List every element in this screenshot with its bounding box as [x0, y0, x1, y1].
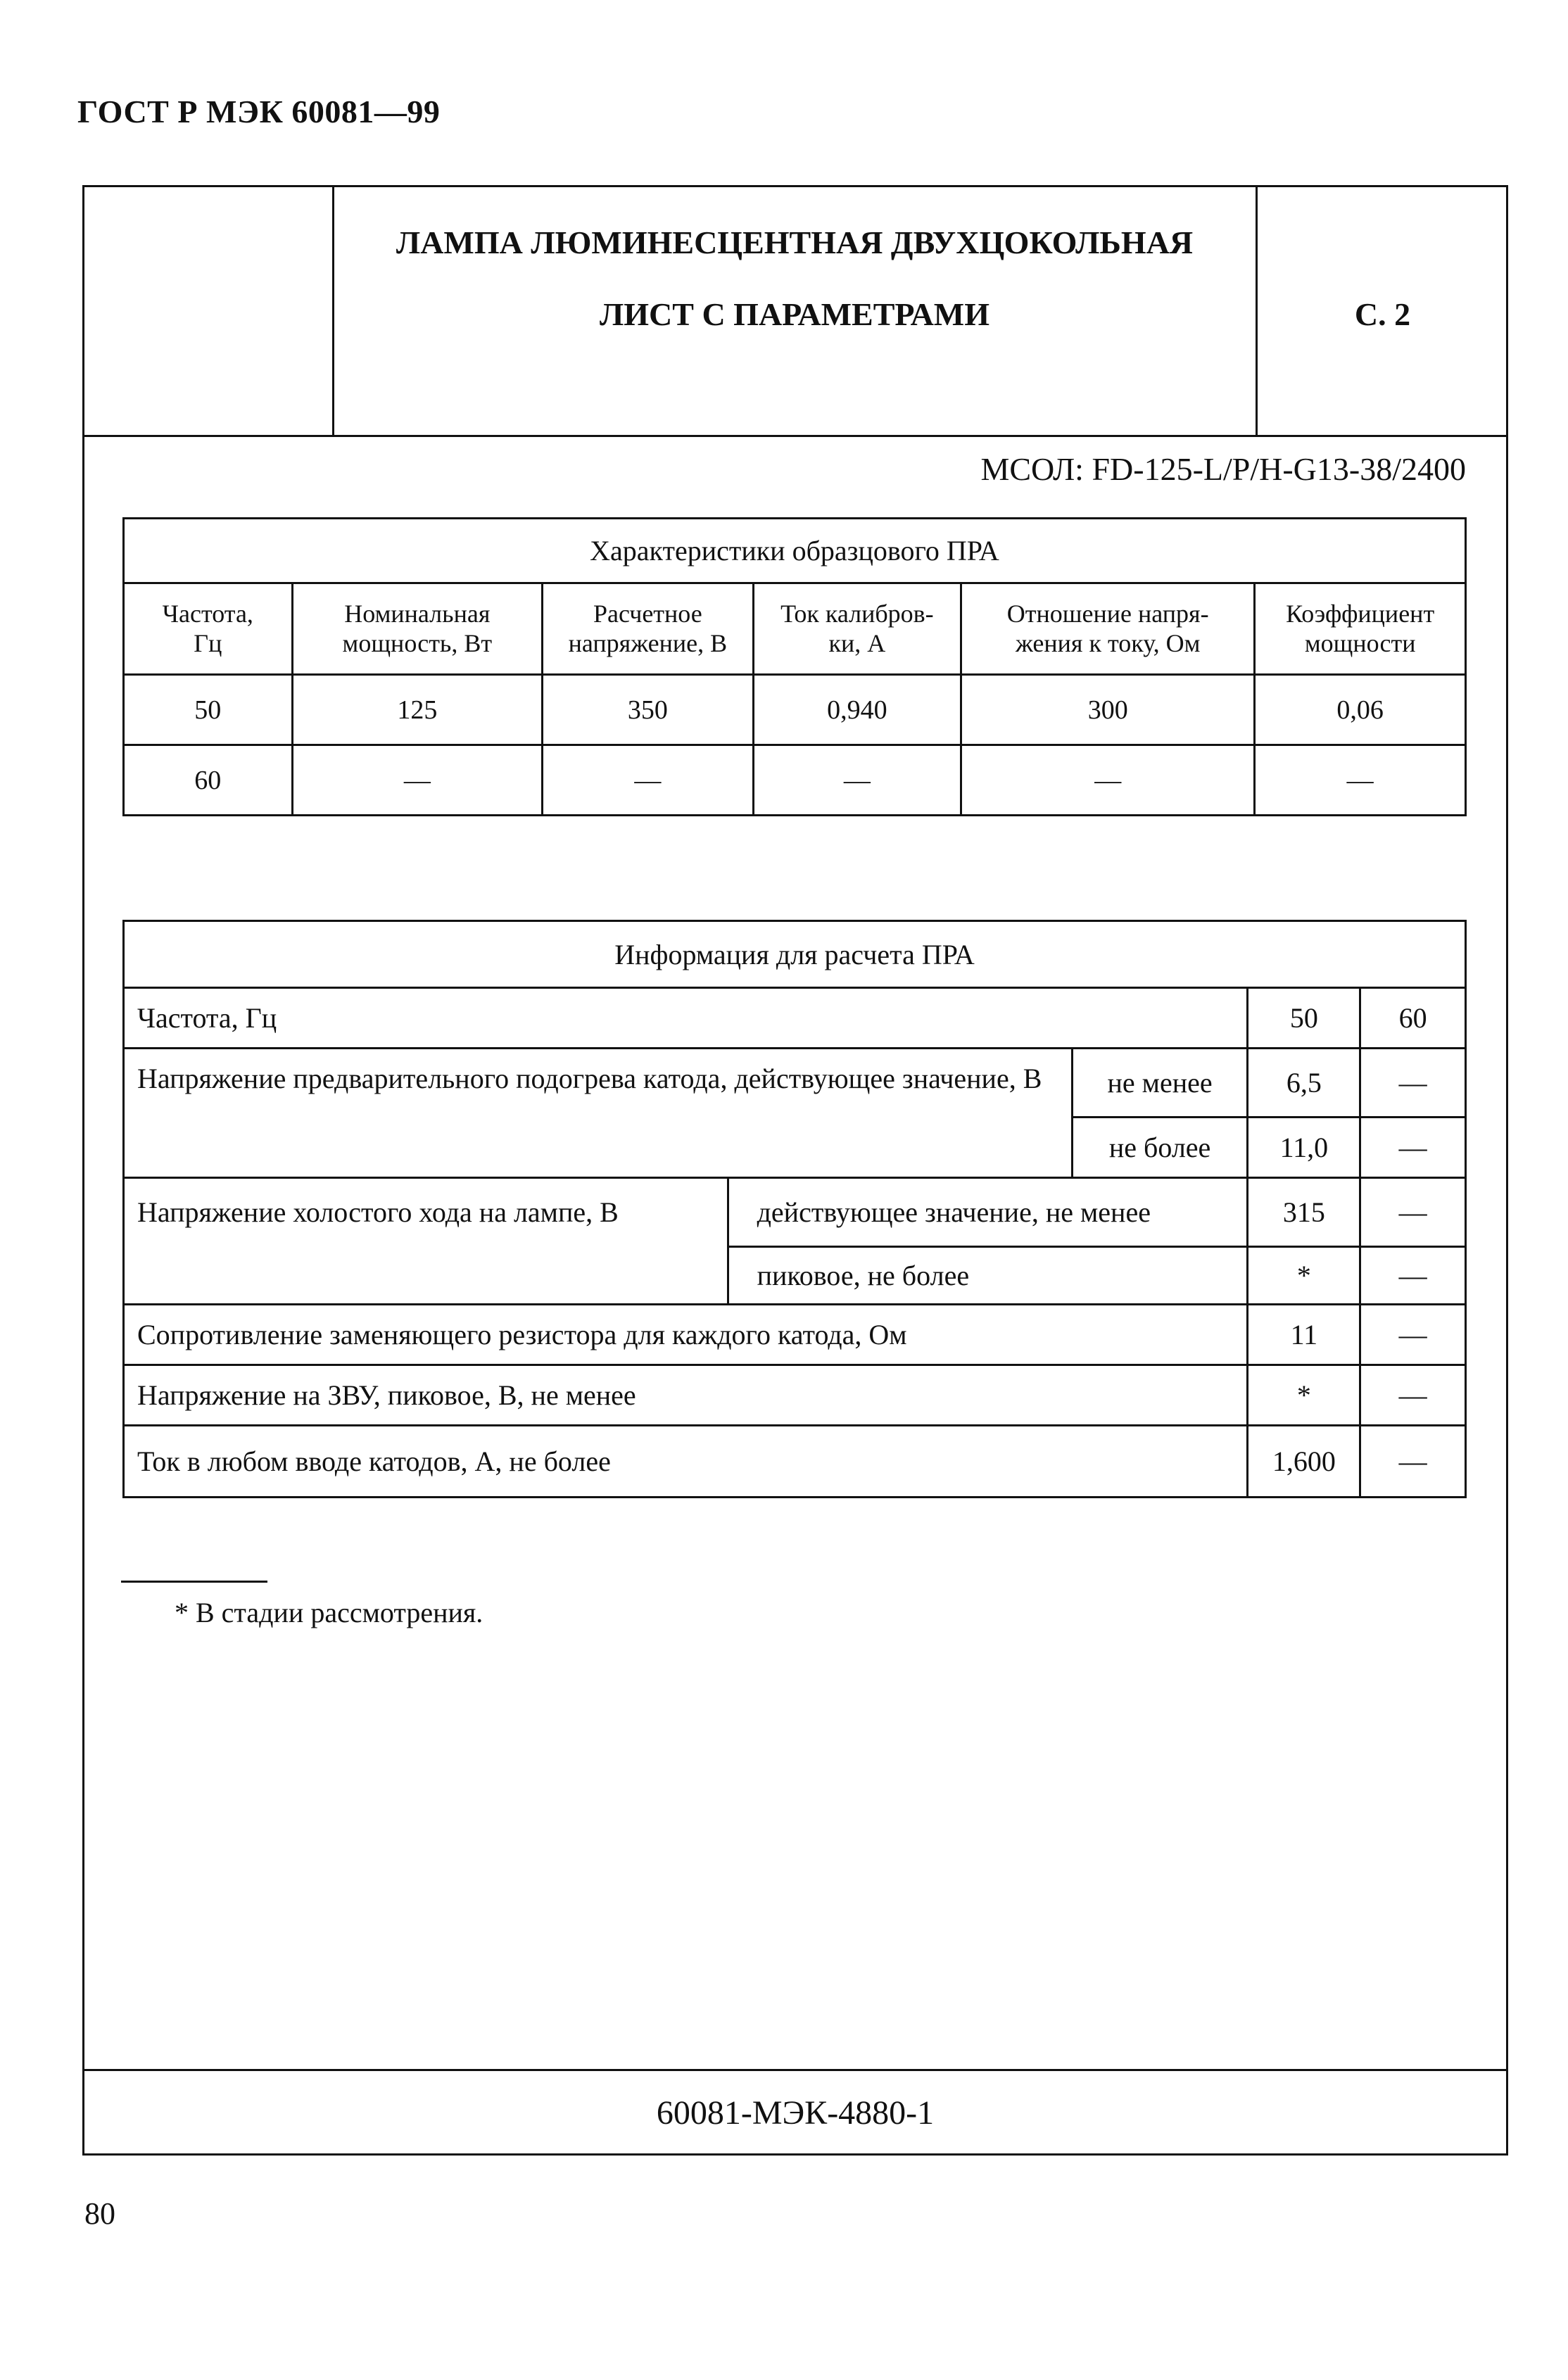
table-cell: 0,940 [753, 675, 961, 745]
design-table-title: Информация для расчета ПРА [124, 921, 1466, 988]
table-row [124, 1305, 1466, 1365]
table-cell: — [543, 745, 754, 816]
table-cell: 11 [1248, 1305, 1360, 1365]
open-circuit-rms-label: действующее значение, не менее [728, 1178, 1248, 1247]
col-header-current: Ток калибров- ки, А [753, 583, 961, 675]
sheet-title-line1: ЛАМПА ЛЮМИНЕСЦЕНТНАЯ ДВУХЦОКОЛЬНАЯ [396, 224, 1194, 260]
table-cell: — [292, 745, 542, 816]
table-row [124, 1365, 1466, 1426]
table-row [124, 1049, 1466, 1118]
table-cell: 60 [1360, 988, 1466, 1049]
table-cell: — [1255, 745, 1466, 816]
footnote-separator [121, 1581, 267, 1583]
table-cell: — [1360, 1365, 1466, 1426]
table-cell: — [961, 745, 1255, 816]
table-cell: 315 [1248, 1178, 1360, 1247]
table-cell: 11,0 [1248, 1118, 1360, 1178]
table-cell: 300 [961, 675, 1255, 745]
frequency-label: Частота, Гц [124, 988, 1248, 1049]
table-cell: — [1360, 1178, 1466, 1247]
table-row [124, 988, 1466, 1049]
ballast-design-table [122, 920, 1467, 1498]
lamp-code: МСОЛ: FD-125-L/P/H-G13-38/2400 [980, 451, 1466, 487]
document-header: ГОСТ Р МЭК 60081—99 [77, 94, 441, 129]
ballast-characteristics-table [122, 517, 1467, 816]
starter-voltage-label: Напряжение на ЗВУ, пиковое, В, не менее [124, 1365, 1248, 1426]
table-row [124, 675, 1466, 745]
page-number: 80 [84, 2196, 115, 2231]
open-circuit-label: Напряжение холостого хода на лампе, В [124, 1178, 728, 1305]
table-cell: 6,5 [1248, 1049, 1360, 1118]
resistor-label: Сопротивление заменяющего резистора для каждого катода, Ом [124, 1305, 1248, 1365]
table-row [124, 745, 1466, 816]
open-circuit-peak-label: пиковое, не более [728, 1247, 1248, 1305]
col-header-ratio: Отношение напря- жения к току, Ом [961, 583, 1255, 675]
preheat-max-label: не более [1072, 1118, 1248, 1178]
sheet-page-ref: С. 2 [1354, 296, 1411, 332]
table-cell: — [1360, 1426, 1466, 1498]
col-header-power: Номинальная мощность, Вт [292, 583, 542, 675]
col-header-frequency: Частота, Гц [124, 583, 293, 675]
table-cell: * [1248, 1365, 1360, 1426]
preheat-voltage-label: Напряжение предварительного подогрева катода, действующее значение, В [124, 1049, 1073, 1178]
sheet-title-line2: ЛИСТ С ПАРАМЕТРАМИ [599, 296, 990, 332]
table-cell: — [1360, 1305, 1466, 1365]
table-cell: — [1360, 1118, 1466, 1178]
footnote: * В стадии рассмотрения. [175, 1597, 483, 1628]
table-row [124, 1178, 1466, 1247]
table-cell: 0,06 [1255, 675, 1466, 745]
designation-divider [82, 2069, 1508, 2071]
col-header-voltage: Расчетное напряжение, В [543, 583, 754, 675]
sheet-designation: 60081-МЭК-4880-1 [656, 2094, 935, 2132]
col-header-power-factor: Коэффициент мощности [1255, 583, 1466, 675]
cathode-current-label: Ток в любом вводе катодов, А, не более [124, 1426, 1248, 1498]
table-cell: 125 [292, 675, 542, 745]
table-cell: 350 [543, 675, 754, 745]
ballast-table-title: Характеристики образцового ПРА [124, 519, 1466, 583]
table-cell: — [1360, 1247, 1466, 1305]
table-cell: 50 [1248, 988, 1360, 1049]
table-cell: * [1248, 1247, 1360, 1305]
table-cell: — [753, 745, 961, 816]
table-cell: 1,600 [1248, 1426, 1360, 1498]
table-cell: — [1360, 1049, 1466, 1118]
preheat-min-label: не менее [1072, 1049, 1248, 1118]
table-cell: 60 [124, 745, 293, 816]
table-cell: 50 [124, 675, 293, 745]
table-row [124, 1426, 1466, 1498]
